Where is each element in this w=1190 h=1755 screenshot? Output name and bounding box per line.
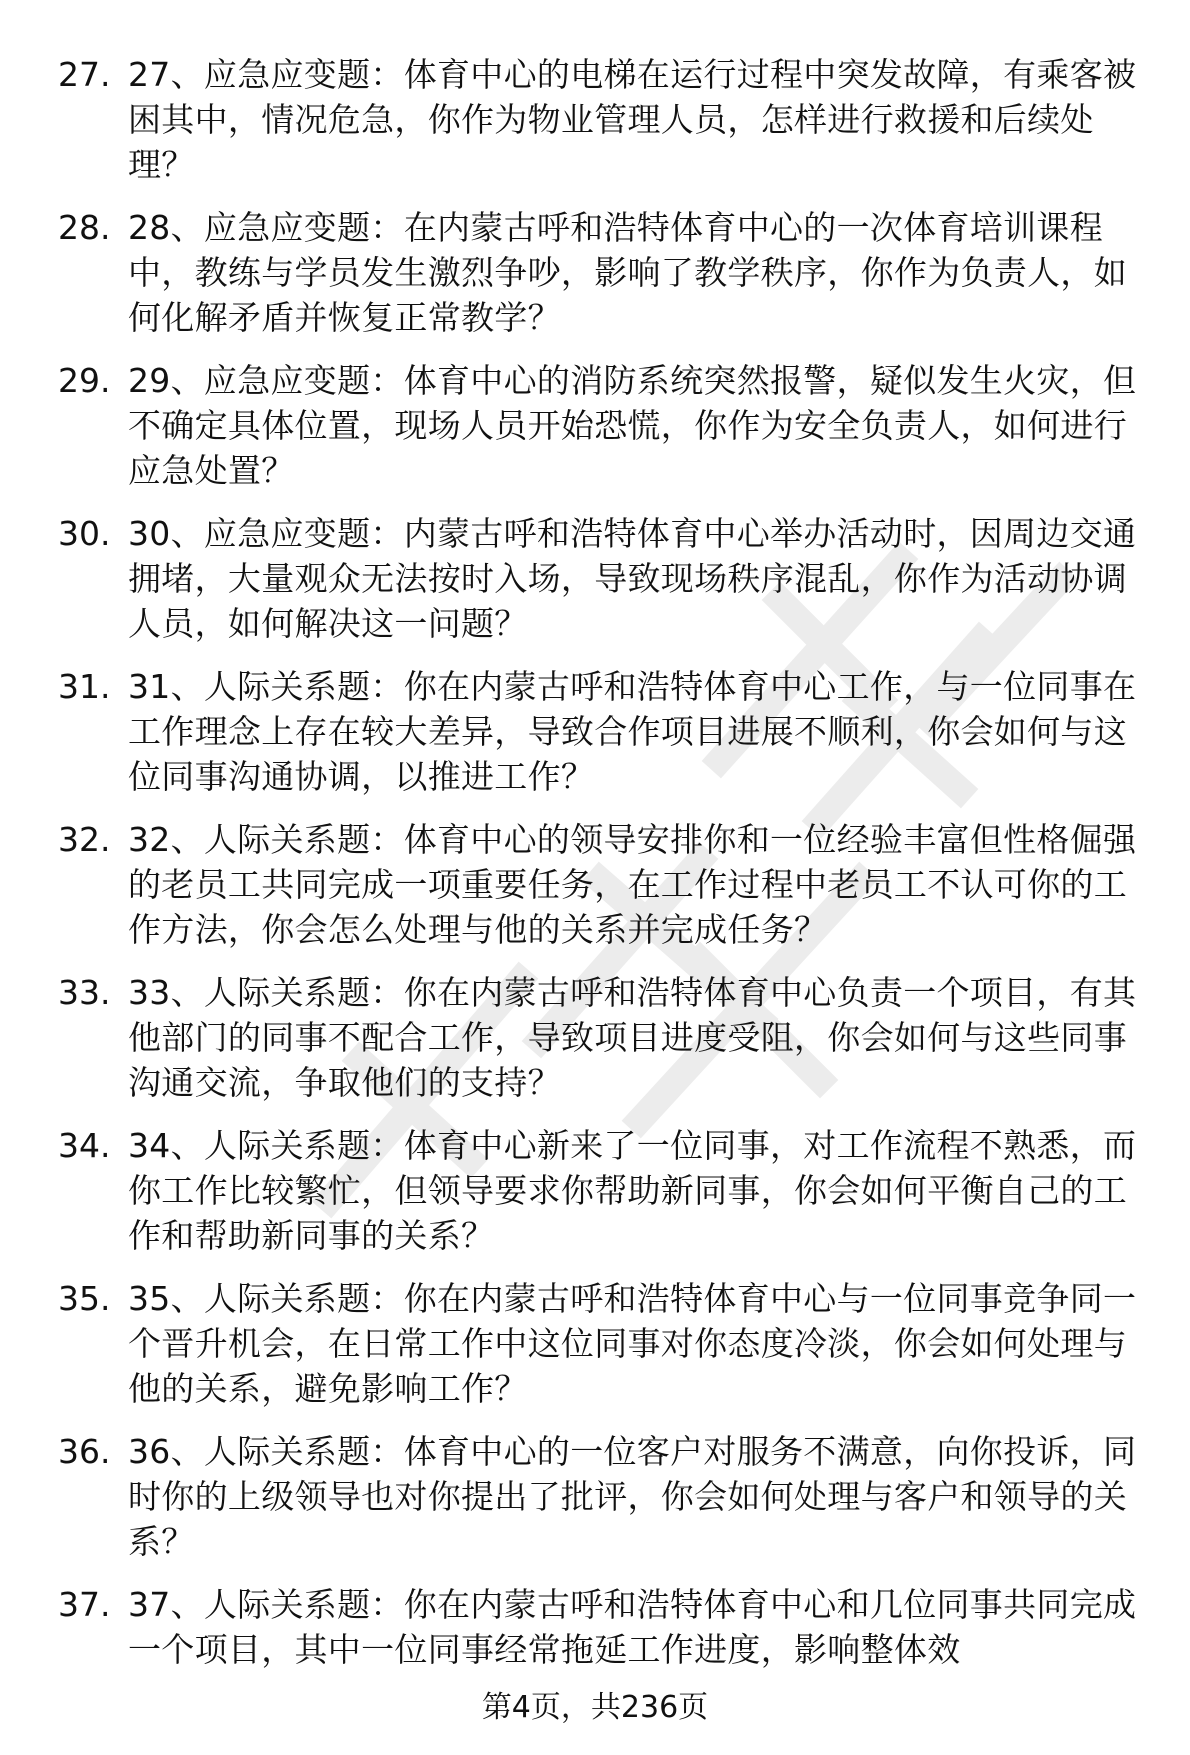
- list-item: [58, 817, 1158, 952]
- question-text: 31、人际关系题：你在内蒙古呼和浩特体育中心工作，与一位同事在工作理念上存在较大差异，导致合作项目进展不顺利，你会如何与这位同事沟通协调，以推进工作？: [128, 667, 1137, 796]
- page-footer: [0, 1688, 1190, 1728]
- question-number: 33.: [58, 973, 111, 1012]
- question-number: 35.: [58, 1279, 111, 1318]
- list-item: [58, 1429, 1158, 1564]
- question-text: 35、人际关系题：你在内蒙古呼和浩特体育中心与一位同事竞争同一个晋升机会，在日常工作中这位同事对你态度冷淡，你会如何处理与他的关系，避免影响工作？: [128, 1279, 1137, 1408]
- list-item: [58, 1276, 1158, 1411]
- list-item: [58, 52, 1158, 187]
- question-number: 36.: [58, 1432, 111, 1471]
- question-text: 30、应急应变题：内蒙古呼和浩特体育中心举办活动时，因周边交通拥堵，大量观众无法按时入场，导致现场秩序混乱，你作为活动协调人员，如何解决这一问题？: [128, 514, 1137, 643]
- list-item: [58, 358, 1158, 493]
- list-item: [58, 1582, 1158, 1672]
- question-list: [58, 52, 1158, 1690]
- question-number: 32.: [58, 820, 111, 859]
- question-text: 29、应急应变题：体育中心的消防系统突然报警，疑似发生火灾，但不确定具体位置，现场人员开始恐慌，你作为安全负责人，如何进行应急处置？: [128, 361, 1137, 490]
- question-number: 34.: [58, 1126, 111, 1165]
- question-text: 36、人际关系题：体育中心的一位客户对服务不满意，向你投诉，同时你的上级领导也对你提出了批评，你会如何处理与客户和领导的关系？: [128, 1432, 1137, 1561]
- list-item: [58, 511, 1158, 646]
- list-item: [58, 970, 1158, 1105]
- question-number: 29.: [58, 361, 111, 400]
- list-item: [58, 664, 1158, 799]
- question-text: 28、应急应变题：在内蒙古呼和浩特体育中心的一次体育培训课程中，教练与学员发生激烈争吵，影响了教学秩序，你作为负责人，如何化解矛盾并恢复正常教学？: [128, 208, 1127, 337]
- question-text: 37、人际关系题：你在内蒙古呼和浩特体育中心和几位同事共同完成一个项目，其中一位同事经常拖延工作进度，影响整体效: [128, 1585, 1137, 1669]
- question-text: 34、人际关系题：体育中心新来了一位同事，对工作流程不熟悉，而你工作比较繁忙，但领导要求你帮助新同事，你会如何平衡自己的工作和帮助新同事的关系？: [128, 1126, 1137, 1255]
- question-text: 32、人际关系题：体育中心的领导安排你和一位经验丰富但性格倔强的老员工共同完成一项重要任务，在工作过程中老员工不认可你的工作方法，你会怎么处理与他的关系并完成任务？: [128, 820, 1137, 949]
- question-number: 30.: [58, 514, 111, 553]
- page-number-label: 第4页，共236页: [481, 1690, 709, 1725]
- question-number: 27.: [58, 55, 111, 94]
- list-item: [58, 205, 1158, 340]
- question-text: 27、应急应变题：体育中心的电梯在运行过程中突发故障，有乘客被困其中，情况危急，你作为物业管理人员，怎样进行救援和后续处理？: [128, 55, 1137, 184]
- question-number: 28.: [58, 208, 111, 247]
- question-number: 31.: [58, 667, 111, 706]
- question-text: 33、人际关系题：你在内蒙古呼和浩特体育中心负责一个项目，有其他部门的同事不配合工作，导致项目进度受阻，你会如何与这些同事沟通交流，争取他们的支持？: [128, 973, 1137, 1102]
- question-number: 37.: [58, 1585, 111, 1624]
- list-item: [58, 1123, 1158, 1258]
